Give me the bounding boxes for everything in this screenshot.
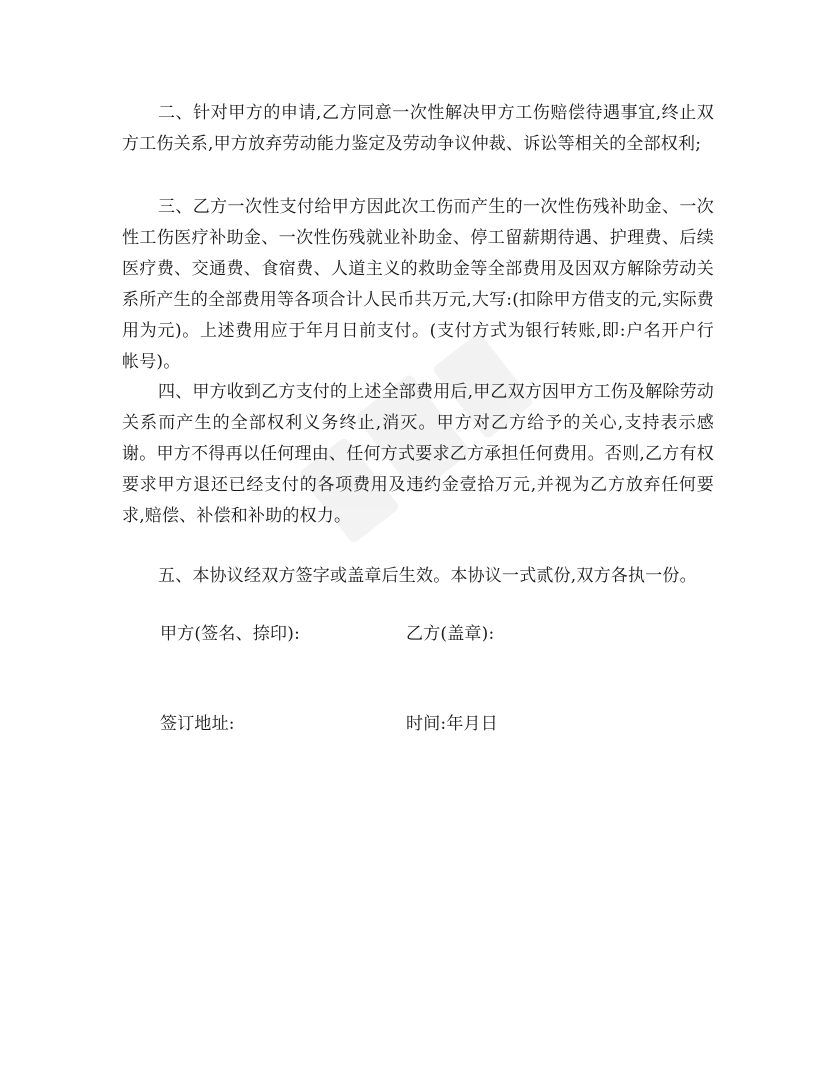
signing-time-label: 时间:年月日	[406, 714, 498, 734]
clause-5-paragraph: 五、本协议经双方签字或盖章后生效。本协议一式贰份,双方各执一份。	[158, 566, 697, 586]
clause-3-paragraph: 三、乙方一次性支付给甲方因此次工伤而产生的一次性伤残补助金、一次性工伤医疗补助金、一次性伤残就业补助金、停工留薪期待遇、护理费、后续医疗费、交通费、食宿费、人道主义的救助金等全部费用及因双方解除劳动关系所产生的全部费用等各项合计人民币共万元,大写:(扣除甲方借支的元,实际费用为元)。上述费用应于年月日前支付。(支付方式为银行转账,即:户名开户行帐号)。	[122, 197, 714, 372]
clause-2-paragraph: 二、针对甲方的申请,乙方同意一次性解决甲方工伤赔偿待遇事宜,终止双方工伤关系,甲方放弃劳动能力鉴定及劳动争议仲裁、诉讼等相关的全部权利;	[122, 103, 714, 154]
signing-address-label: 签订地址:	[160, 714, 235, 734]
party-a-signature-label: 甲方(签名、捺印):	[160, 624, 300, 644]
party-b-seal-label: 乙方(盖章):	[406, 624, 495, 644]
clause-4-paragraph: 四、甲方收到乙方支付的上述全部费用后,甲乙双方因甲方工伤及解除劳动关系而产生的全部权利义务终止,消灭。甲方对乙方给予的关心,支持表示感谢。甲方不得再以任何理由、任何方式要求乙方承担任何费用。否则,乙方有权要求甲方退还已经支付的各项费用及违约金壹拾万元,并视为乙方放弃任何要求,赔偿、补偿和补助的权力。	[122, 382, 715, 526]
